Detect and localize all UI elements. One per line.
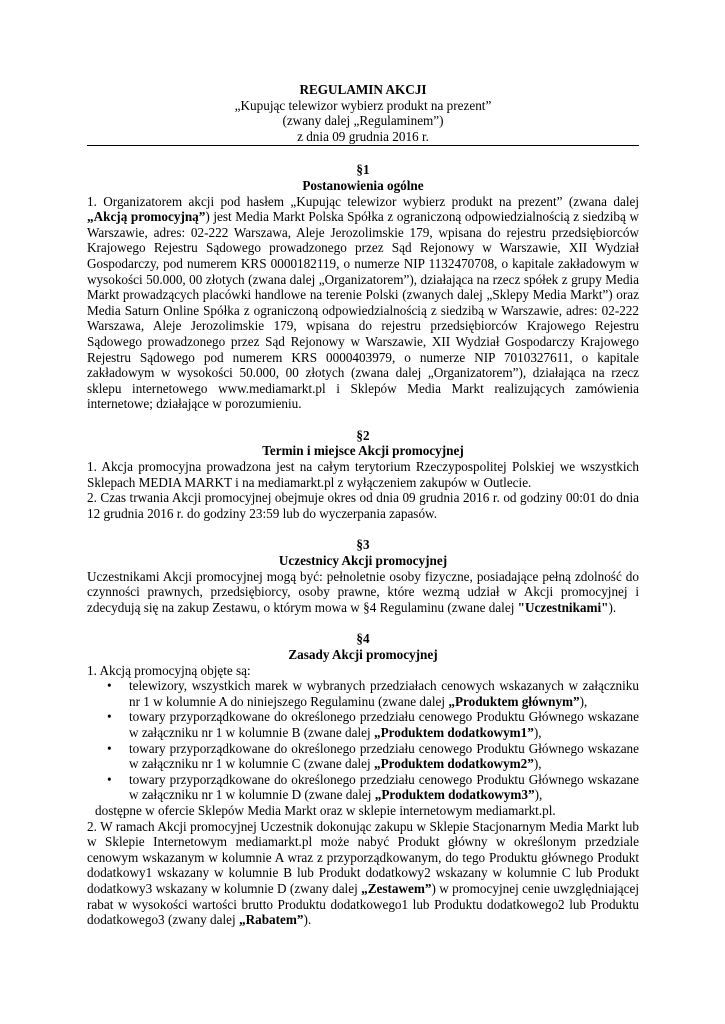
- list-item: • towary przyporządkowane do określonego przedziału cenowego Produktu Głównego wskazane w załączniku nr 1 w kolumnie C (zwane dalej „Produktem dodatkowym2”),: [107, 740, 639, 772]
- list-item: • towary przyporządkowane do określonego przedziału cenowego Produktu Głównego wskazane w załączniku nr 1 w kolumnie B (zwane dalej „Produktem dodatkowym1”),: [107, 709, 639, 740]
- bullet-icon: •: [107, 771, 112, 787]
- section-3-paragraph-1: Uczestnikami Akcji promocyjnej mogą być: pełnoletnie osoby fizyczne, posiadające pełną zdolność do czynności prawnych, przedsiębiorcy, osoby prawne, które wezmą udział w Akcji promocyjnej i zdecydują się na zakup Zestawu, o którym mowa w §4 Regulaminu (zwane dalej "Uczestnikami").: [87, 568, 639, 615]
- section-2-paragraph-1: 1. Akcja promocyjna prowadzona jest na całym terytorium Rzeczypospolitej Polskiej we wszystkich Sklepach MEDIA MARKT i na mediamarkt.pl z wyłączeniem zakupów w Outlecie.: [87, 459, 639, 490]
- document-called: (zwany dalej „Regulaminem”): [282, 113, 444, 129]
- document-subtitle: „Kupując telewizor wybierz produkt na prezent”: [234, 97, 492, 113]
- section-1-number: §1: [356, 162, 370, 178]
- section-4-paragraph-2: 2. W ramach Akcji promocyjnej Uczestnik dokonując zakupu w Sklepie Stacjonarnym Media Markt lub w Sklepie Internetowym mediamarkt.pl może nabyć Produkt główny w określonym przedziale cenowym wskazanym w kolumnie A wraz z przyporządkowanym, do tego Produktu głównego Produkt dodatkowy1 wskazany w kolumnie B lub Produkt dodatkowy2 wskazany w kolumnie C lub Produkt dodatkowy3 wskazany w kolumnie D (zwany dalej „Zestawem”) w promocyjnej cenie uwzględniającej rabat w wysokości wartości brutto Produktu dodatkowego1 lub Produktu dodatkowego2 lub Produktu dodatkowego3 (zwany dalej „Rabatem”).: [87, 818, 639, 928]
- bullet-icon: •: [107, 678, 112, 694]
- list-item: • telewizory, wszystkich marek w wybranych przedziałach cenowych wskazanych w załączniku nr 1 w kolumnie A do niniejszego Regulaminu (zwane dalej „Produktem głównym”),: [107, 678, 639, 709]
- document-page: [87, 82, 639, 928]
- section-4: [87, 631, 639, 927]
- bullet-icon: •: [107, 740, 112, 756]
- document-date: z dnia 09 grudnia 2016 r.: [297, 128, 429, 144]
- document-header: [87, 82, 639, 144]
- section-1-heading: Postanowienia ogólne: [302, 177, 424, 193]
- list-item: • towary przyporządkowane do określonego przedziału cenowego Produktu Głównego wskazane w załączniku nr 1 w kolumnie D (zwane dalej „Produktem dodatkowym3”),: [107, 771, 639, 803]
- section-4-list: [87, 678, 639, 803]
- section-2-heading: Termin i miejsce Akcji promocyjnej: [262, 443, 464, 459]
- section-2-number: §2: [356, 427, 370, 443]
- section-3-heading: Uczestnicy Akcji promocyjnej: [278, 553, 448, 569]
- document-title: REGULAMIN AKCJI: [299, 82, 427, 97]
- section-4-after-list: dostępne w ofercie Sklepów Media Markt oraz w sklepie internetowym mediamarkt.pl.: [95, 802, 556, 818]
- section-2: [87, 428, 639, 522]
- section-3: [87, 537, 639, 615]
- section-1-paragraph-1: 1. Organizatorem akcji pod hasłem „Kupując telewizor wybierz produkt na prezent” (zwana dalej „Akcją promocyjną”) jest Media Markt Polska Spółka z ograniczoną odpowiedzialnością z siedzibą w Warszawie, adres: 02-222 Warszawa, Aleje Jerozolimskie 179, wpisana do rejestru przedsiębiorców Krajowego Rejestru Sądowego prowadzonego przez Sąd Rejonowy w Warszawie, XII Wydział Gospodarczy, pod numerem KRS 0000182119, o numerze NIP 1132470708, o kapitale zakładowym w wysokości 50.000, 00 złotych (zwana dalej „Organizatorem”), działająca na rzecz spółek z grupy Media Markt prowadzących placówki handlowe na terenie Polski (zwanych dalej „Sklepy Media Markt”) oraz Media Saturn Online Spółka z ograniczoną odpowiedzialnością z siedzibą w Warszawie, adres: 02-222 Warszawa, Aleje Jerozolimskie 179, wpisana do rejestru przedsiębiorców Krajowego Rejestru Sądowego prowadzonego przez Sąd Rejonowy w Warszawie, XII Wydział Gospodarczy Krajowego Rejestru Sądowego pod numerem KRS 0000403979, o numerze NIP 7010327611, o kapitale zakładowym w wysokości 50.000, 00 złotych (zwana dalej „Organizatorem”), działająca na rzecz sklepu internetowego www.mediamarkt.pl i Sklepów Media Markt realizujących zamówienia internetowe; działające w porozumieniu.: [87, 193, 639, 412]
- section-4-intro: 1. Akcją promocyjną objęte są:: [87, 662, 251, 678]
- section-4-number: §4: [356, 631, 370, 647]
- section-1: [87, 162, 639, 412]
- section-2-paragraph-2: 2. Czas trwania Akcji promocyjnej obejmuje okres od dnia 09 grudnia 2016 r. od godziny 00:01 do dnia 12 grudnia 2016 r. do godziny 23:59 lub do wyczerpania zapasów.: [87, 490, 639, 521]
- section-3-number: §3: [356, 537, 370, 553]
- section-4-heading: Zasady Akcji promocyjnej: [288, 647, 438, 662]
- bullet-icon: •: [107, 709, 112, 725]
